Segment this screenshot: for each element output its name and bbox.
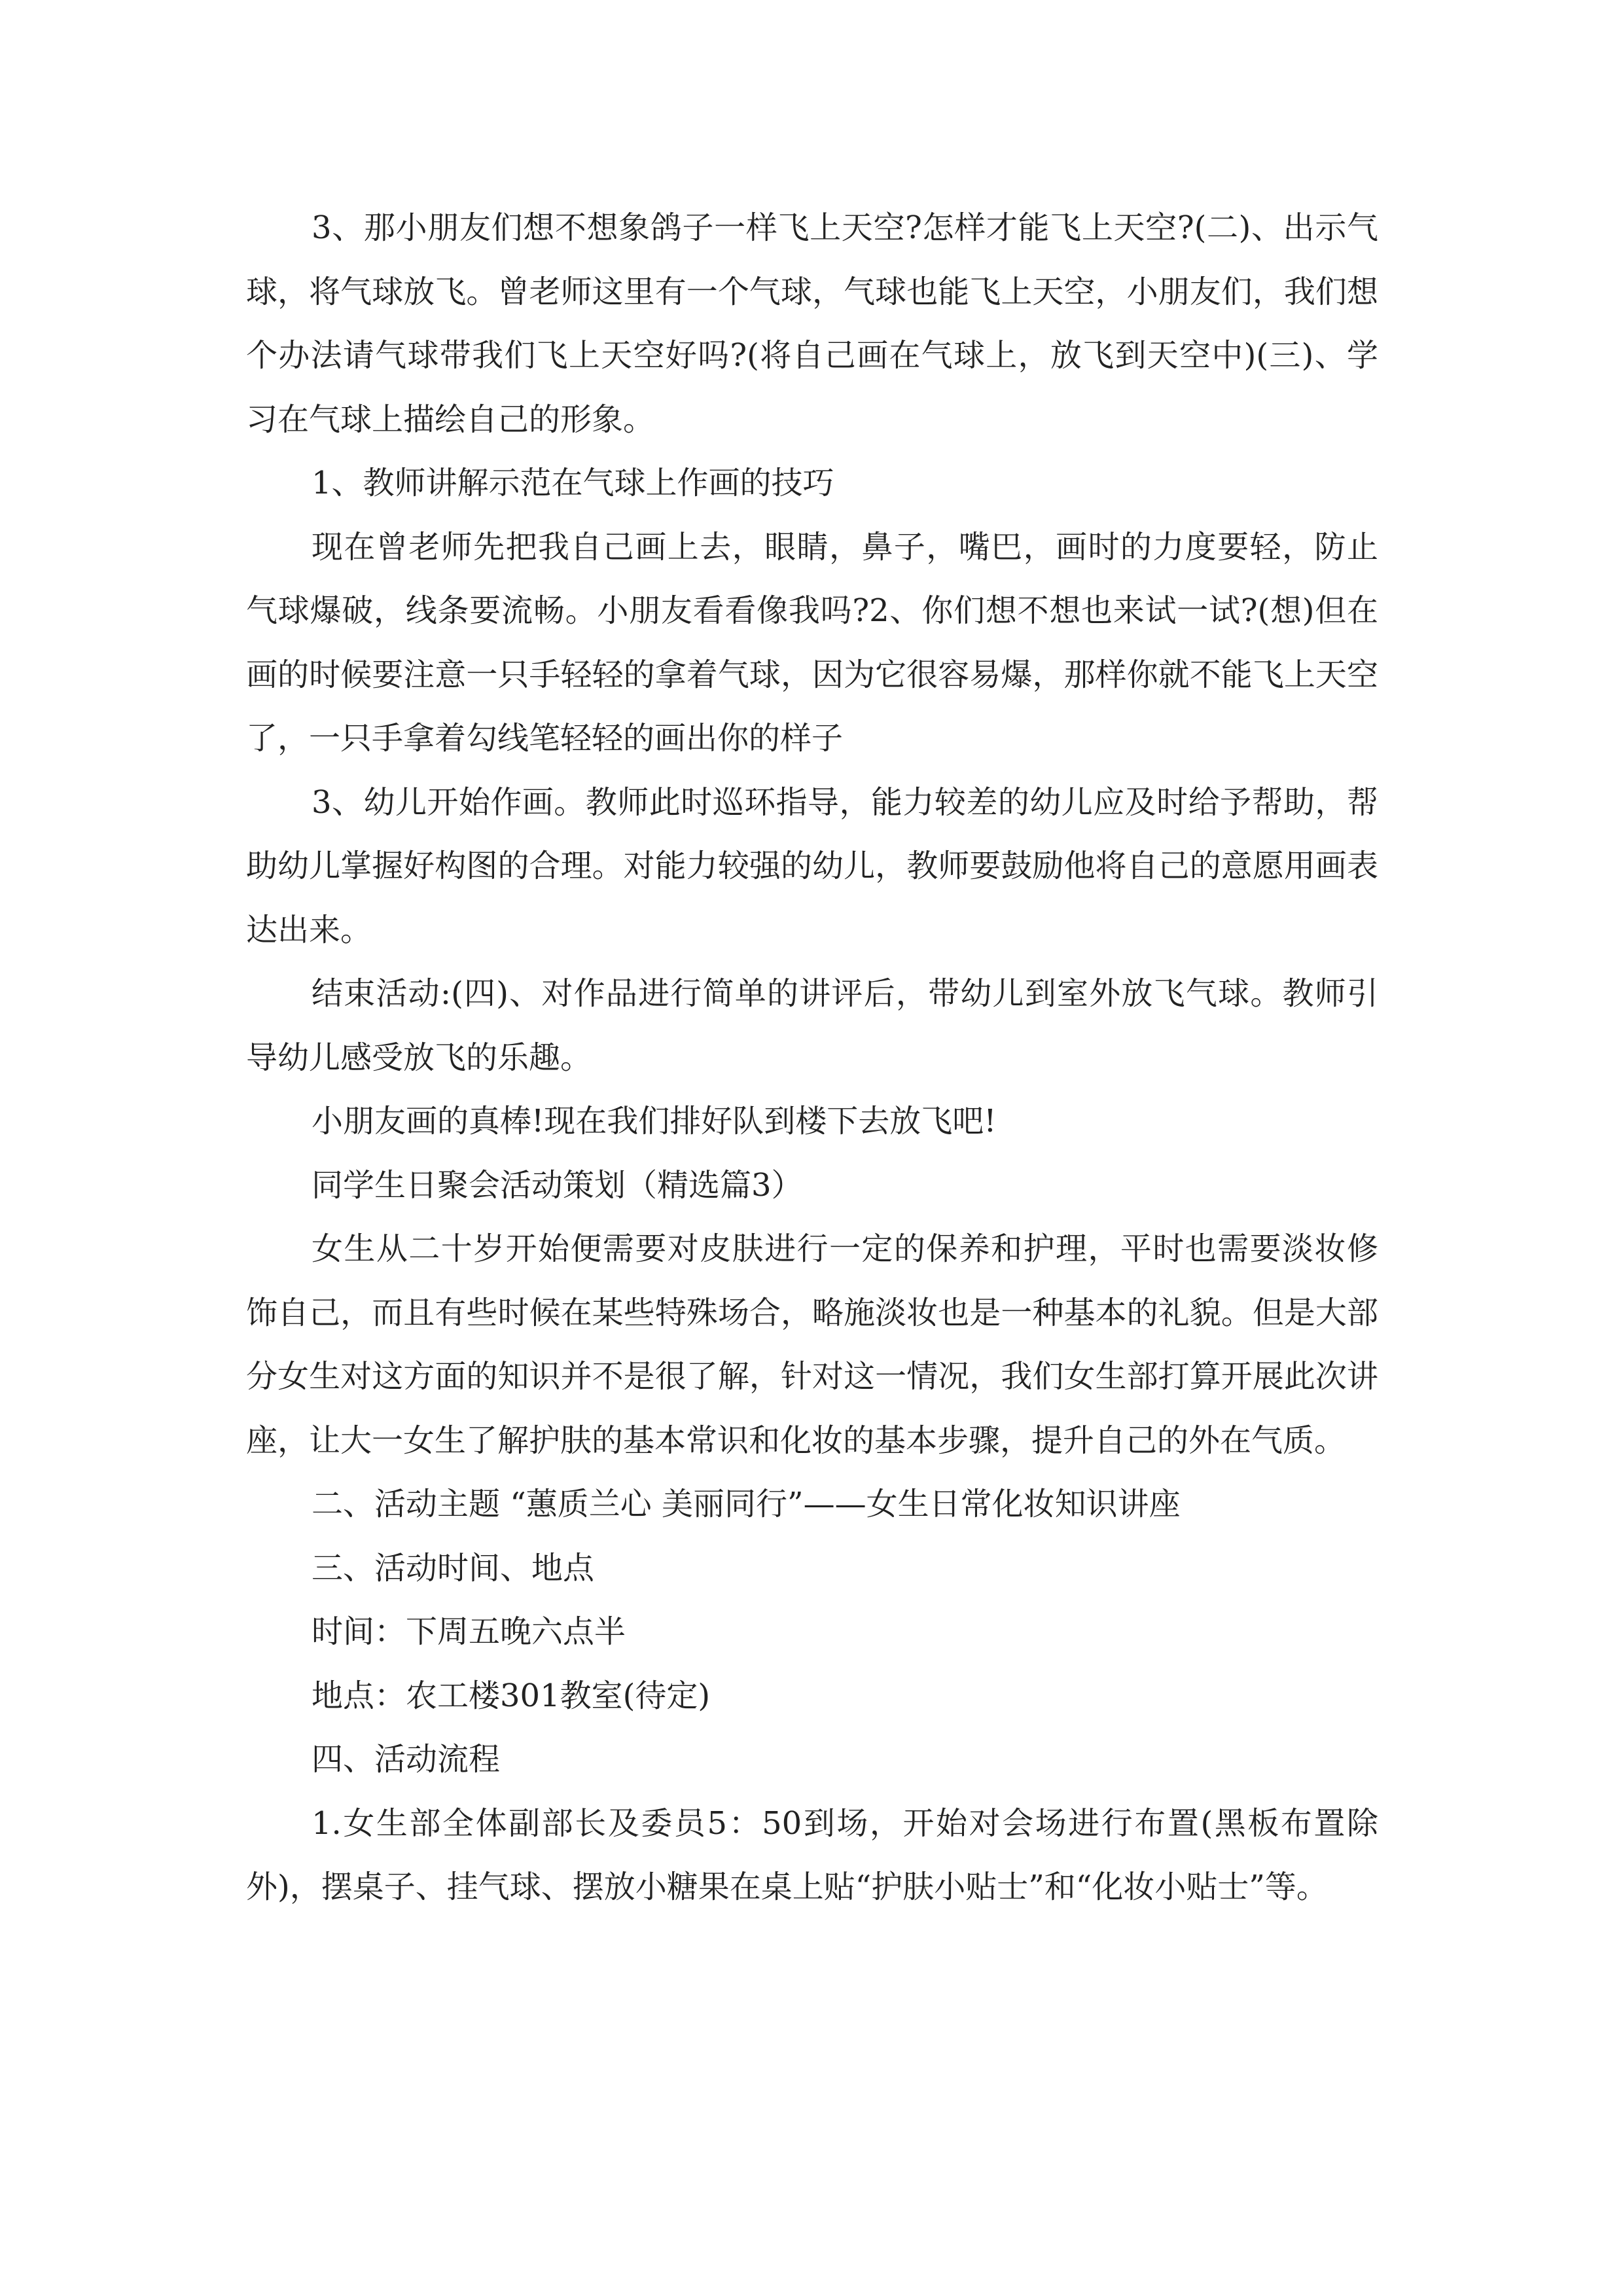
text-event-time: 时间：下周五晚六点半 — [312, 1613, 626, 1650]
document-body — [246, 196, 1378, 1920]
paragraph-makeup-background: 女生从二十岁开始便需要对皮肤进行一定的保养和护理，平时也需要淡妆修饰自己，而且有些时候在某些特殊场合，略施淡妆也是一种基本的礼貌。但是大部分女生对这方面的知识并不是很了解，针对这一情况，我们女生部打算开展此次讲座，让大一女生了解护肤的基本常识和化妆的基本步骤，提升自己的外在气质。 — [246, 1230, 1378, 1459]
paragraph-balloon-intro: 3、那小朋友们想不想象鸽子一样飞上天空?怎样才能飞上天空?(二)、出示气球，将气球放飞。曾老师这里有一个气球，气球也能飞上天空，小朋友们，我们想个办法请气球带我们飞上天空好吗?(将自己画在气球上，放飞到天空中)(三)、学习在气球上描绘自己的形象。 — [246, 209, 1378, 438]
paragraph-closing-activity: 结束活动:(四)、对作品进行简单的讲评后，带幼儿到室外放飞气球。教师引导幼儿感受放飞的乐趣。 — [246, 975, 1378, 1076]
text-event-location: 地点：农工楼301教室(待定) — [312, 1677, 711, 1714]
paragraph-children-drawing: 3、幼儿开始作画。教师此时巡环指导，能力较差的幼儿应及时给予帮助，帮助幼儿掌握好构图的合理。对能力较强的幼儿，教师要鼓励他将自己的意愿用画表达出来。 — [246, 783, 1378, 948]
paragraph-praise: 小朋友画的真棒!现在我们排好队到楼下去放飞吧! — [312, 1103, 997, 1139]
heading-time-place: 三、活动时间、地点 — [312, 1549, 595, 1587]
paragraph-step-1-heading: 1、教师讲解示范在气球上作画的技巧 — [312, 465, 834, 501]
heading-activity-process: 四、活动流程 — [312, 1741, 501, 1778]
paragraph-demo-drawing: 现在曾老师先把我自己画上去，眼睛，鼻子，嘴巴，画时的力度要轻，防止气球爆破，线条要流畅。小朋友看看像我吗?2、你们想不想也来试一试?(想)但在画的时候要注意一只手轻轻的拿着气球，因为它很容易爆，那样你就不能飞上天空了，一只手拿着勾线笔轻轻的画出你的样子 — [246, 528, 1378, 757]
paragraph-setup-step-1: 1.女生部全体副部长及委员5：50到场，开始对会场进行布置(黑板布置除外)，摆桌子、挂气球、摆放小糖果在桌上贴“护肤小贴士”和“化妆小贴士”等。 — [246, 1804, 1378, 1905]
heading-activity-theme: 二、活动主题 “蕙质兰心 美丽同行”——女生日常化妆知识讲座 — [312, 1486, 1181, 1522]
section-title-birthday-plan: 同学生日聚会活动策划（精选篇3） — [312, 1166, 803, 1204]
